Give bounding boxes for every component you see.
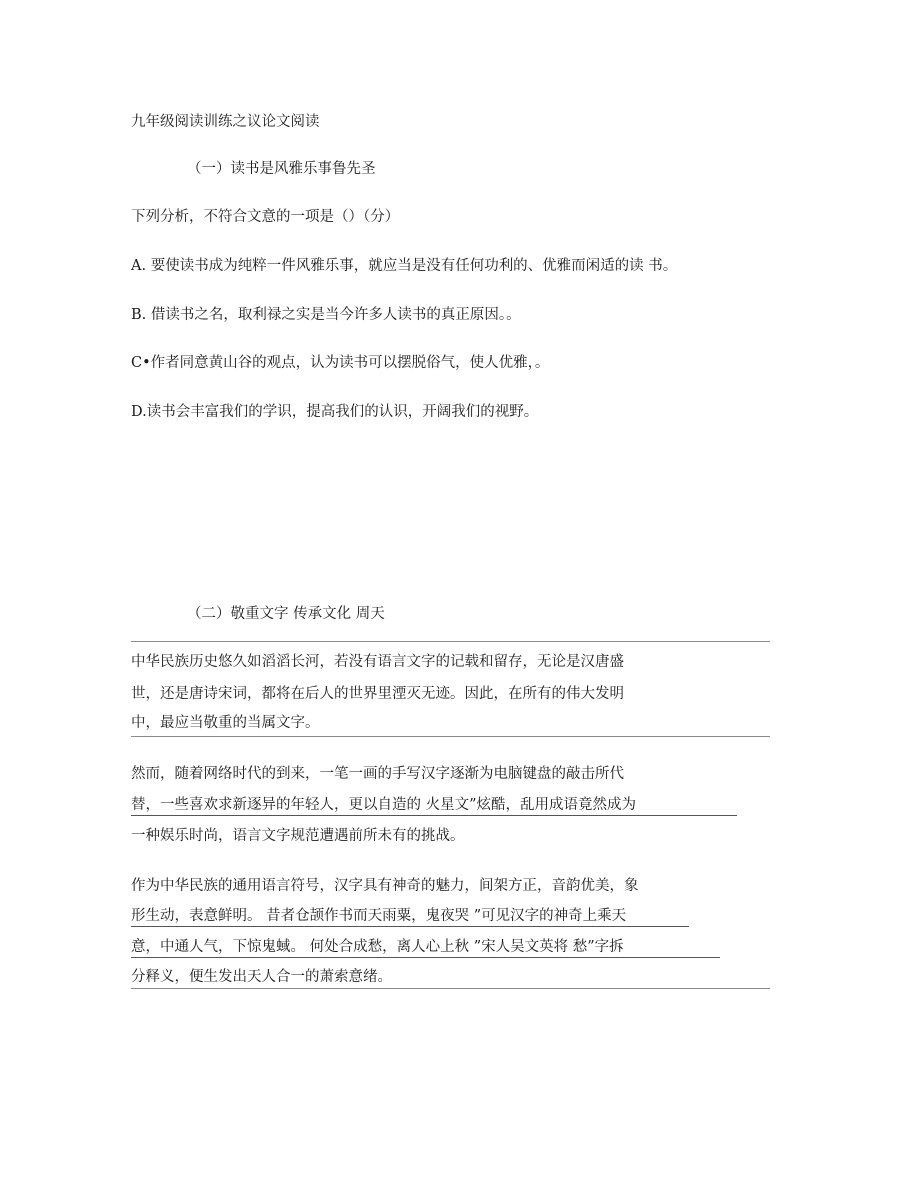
question-text: 下列分析，不符合文意的一项是（）（分）	[131, 209, 400, 225]
underline	[131, 926, 689, 927]
paragraph-3-line: 作为中华民族的通用语言符号，汉字具有神奇的魅力，间架方正，音韵优美，象	[131, 878, 639, 894]
paragraph-3-line: 意，中通人气，下惊鬼蜮。 何处合成愁，离人心上秋 ”宋人吴文英将 愁”字拆	[131, 939, 624, 955]
paragraph-2-line: 然而，随着网络时代的到来，一笔一画的手写汉字逐渐为电脑键盘的敲击所代	[131, 766, 624, 782]
divider	[131, 641, 770, 642]
section-2-heading: （二）敬重文字 传承文化 周天	[187, 606, 385, 622]
divider	[131, 988, 770, 989]
divider	[131, 736, 770, 737]
paragraph-1-line: 中华民族历史悠久如滔滔长河，若没有语言文字的记载和留存，无论是汉唐盛	[131, 654, 624, 670]
paragraph-3-line: 分释义，便生发出天人合一的萧索意绪。	[131, 969, 392, 985]
paragraph-2-line: 替，一些喜欢求新逐异的年轻人，更以自造的 火星文”炫酷，乱用成语竟然成为	[131, 797, 637, 813]
option-a: A. 要使读书成为纯粹一件风雅乐事，就应当是没有任何功利的、优雅而闲适的读 书。	[131, 258, 678, 274]
paragraph-3-line: 形生动，表意鲜明。 昔者仓颉作书而天雨粟，鬼夜哭 ”可见汉字的神奇上乘天	[131, 908, 627, 924]
underline	[131, 957, 720, 958]
option-d: D.读书会丰富我们的学识，提高我们的认识，开阔我们的视野。	[131, 404, 539, 420]
paragraph-2-line: 一种娱乐时尚，语言文字规范遭遇前所未有的挑战。	[131, 828, 465, 844]
paragraph-1-line: 世，还是唐诗宋词，都将在后人的世界里湮灭无迹。因此，在所有的伟大发明	[131, 686, 624, 702]
document-title: 九年级阅读训练之议论文阅读	[131, 114, 320, 130]
paragraph-1-line: 中，最应当敬重的当属文字。	[131, 715, 320, 731]
underline	[131, 815, 737, 816]
option-b: B. 借读书之名，取利禄之实是当今许多人读书的真正原因。。	[131, 307, 521, 323]
section-1-heading: （一）读书是风雅乐事鲁先圣	[187, 161, 376, 177]
option-c: C•作者同意黄山谷的观点，认为读书可以摆脱俗气，使人优雅，。	[131, 355, 550, 371]
